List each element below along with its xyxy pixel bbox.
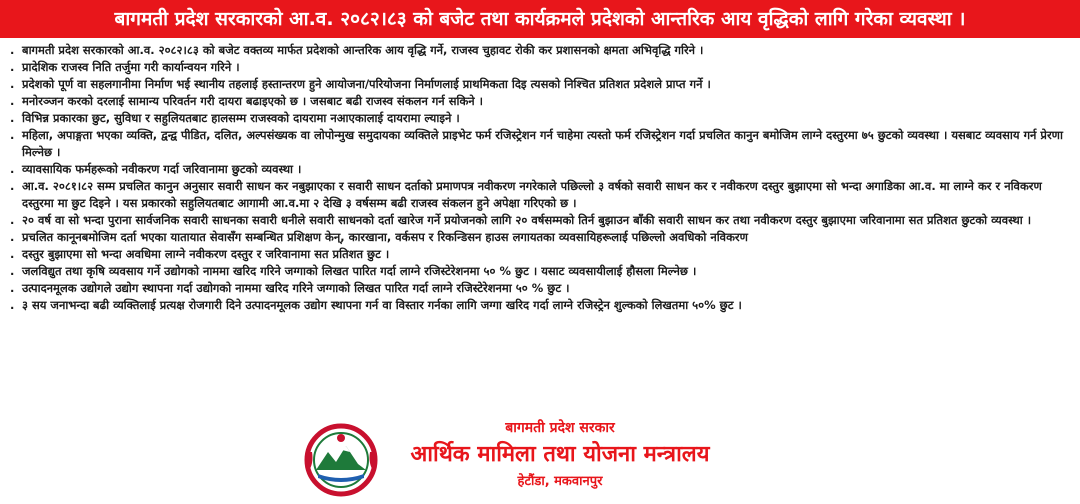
budget-provision-list [10,42,1070,314]
government-name: बागमती प्रदेश सरकार [505,420,615,436]
bagmati-province-emblem-icon [300,422,382,498]
list-item-text: दस्तुर बुझाएमा सो भन्दा अवधिमा लाग्ने नवीकरण दस्तुर र जरिवानामा सत प्रतिशत छुट । [22,247,390,261]
list-item [10,76,1070,93]
list-bullet: . [10,60,15,74]
list-item [10,161,1070,178]
list-item [10,263,1070,280]
list-bullet: . [10,128,15,142]
list-bullet: . [10,247,15,261]
list-bullet: . [10,230,15,244]
list-item-text: प्रचलित कानूनबमोजिम दर्ता भएका यातायात सेवासँग सम्बन्धित प्रशिक्षण केन्, कारखाना, वर्कसप र रिकन्डिसन हाउस लगायतका व्यवसायिहरूलाई पछिल्लो अवधिको नविकरण [22,230,748,244]
list-item-text: प्रदेशको पूर्ण वा सहलगानीमा निर्माण भई स्थानीय तहलाई हस्तान्तरण हुने आयोजना/परियोजना निर्माणलाई प्राथमिकता दिइ त्यसको निश्चित प्रतिशत प्रदेशले प्राप्त गर्ने । [22,77,711,91]
banner-title: बागमती प्रदेश सरकारको आ.व. २०८२।८३ को बजेट तथा कार्यक्रमले प्रदेशको आन्तरिक आय वृद्धिको लागि गरेका व्यवस्था । [0,0,1080,38]
list-item-text: व्यावसायिक फर्महरूको नवीकरण गर्दा जरिवानामा छुटको व्यवस्था । [22,162,302,176]
list-item [10,212,1070,229]
list-item [10,127,1070,161]
list-item [10,93,1070,110]
list-item [10,297,1070,314]
list-item [10,110,1070,127]
list-bullet: . [10,43,15,57]
list-item [10,229,1070,246]
list-item-text: २० वर्ष वा सो भन्दा पुराना सार्वजनिक सवारी साधनका सवारी धनीले सवारी साधनको दर्ता खारेज गर्ने प्रयोजनको लागि २० वर्षसम्मको तिर्न बुझाउन बाँकी सवारी साधन कर तथा नवीकरण दस्तुर बुझाएमा जरिवानामा सत प्रतिशत छुटको व्यवस्था । [22,213,1032,227]
list-bullet: . [10,179,15,193]
list-item-text: महिला, अपाङ्गता भएका व्यक्ति, द्वन्द्व पीडित, दलित, अल्पसंख्यक वा लोपोन्मुख समुदायका व्यक्तिले प्राइभेट फर्म रजिस्ट्रेशन गर्न चाहेमा त्यस्तो फर्म रजिस्ट्रेशन गर्दा प्रचलित कानुन बमोजिम लाग्ने दस्तुरमा ७५ छुटको व्यवस्था । यसबाट व्यवसाय गर्न प्रेरणा मिल्नेछ । [22,128,1063,159]
list-item [10,42,1070,59]
list-item-text: ३ सय जनाभन्दा बढी व्यक्तिलाई प्रत्यक्ष रोजगारी दिने उत्पादनमूलक उद्योग स्थापना गर्न वा विस्तार गर्नका लागि जग्गा खरिद गर्दा लाग्ने रजिस्ट्रेन शुल्कको लिखतमा ५०% छुट । [22,298,742,312]
list-bullet: . [10,264,15,278]
list-bullet: . [10,281,15,295]
footer-text [390,418,730,492]
list-item [10,246,1070,263]
list-item-text: आ.व. २०८१।८२ सम्म प्रचलित कानुन अनुसार सवारी साधन कर नबुझाएका र सवारी साधन दर्ताको प्रमाणपत्र नवीकरण नगरेकाले पछिल्लो ३ वर्षको सवारी साधन कर र नवीकरण दस्तुर बुझाएमा सो भन्दा अगाडिका आ.व. मा लाग्ने कर र नविकरण दस्तुरमा मा छुट दिइने । यस प्रकारको सहुलियतबाट आगामी आ.व.मा २ देखि ३ वर्षसम्म बढी राजस्व संकलन हुने अपेक्षा गरिएको छ । [22,179,1042,210]
list-item-text: मनोरञ्जन करको दरलाई सामान्य परिवर्तन गरी दायरा बढाइएको छ । जसबाट बढी राजस्व संकलन गर्न सकिने । [22,94,484,108]
list-item-text: उत्पादनमूलक उद्योगले उद्योग स्थापना गर्दा उद्योगको नाममा खरिद गरिने जग्गाको लिखत पारित गर्दा लाग्ने रजिस्टेरेशनमा ५० % छुट । [22,281,570,295]
list-bullet: . [10,162,15,176]
list-item-text: विभिन्न प्रकारका छुट, सुविधा र सहुलियतबाट हालसम्म राजस्वको दायरामा नआएकालाई दायरामा ल्याइने । [22,111,460,125]
ministry-name: आर्थिक मामिला तथा योजना मन्त्रालय [410,442,710,467]
list-item-text: प्रादेशिक राजस्व निति तर्जुमा गरी कार्यान्वयन गरिने । [22,60,240,74]
ministry-location: हेटौंडा, मकवानपुर [517,474,603,489]
footer [300,418,760,500]
list-bullet: . [10,77,15,91]
list-bullet: . [10,213,15,227]
list-item [10,178,1070,212]
list-item-text: जलविद्युत तथा कृषि व्यवसाय गर्ने उद्योगको नाममा खरिद गरिने जग्गाको लिखत पारित गर्दा लाग्ने रजिस्टेरेशनमा ५० % छुट । यसाट व्यवसायीलाई हौसला मिल्नेछ । [22,264,697,278]
list-bullet: . [10,111,15,125]
list-item [10,280,1070,297]
list-item-text: बागमती प्रदेश सरकारको आ.व. २०८२।८३ को बजेट वक्तव्य मार्फत प्रदेशको आन्तरिक आय वृद्धि गर्ने, राजस्व चुहावट रोकी कर प्रशासनको क्षमता अभिवृद्धि गरिने । [22,43,704,57]
list-bullet: . [10,94,15,108]
list-item [10,59,1070,76]
list-bullet: . [10,298,15,312]
